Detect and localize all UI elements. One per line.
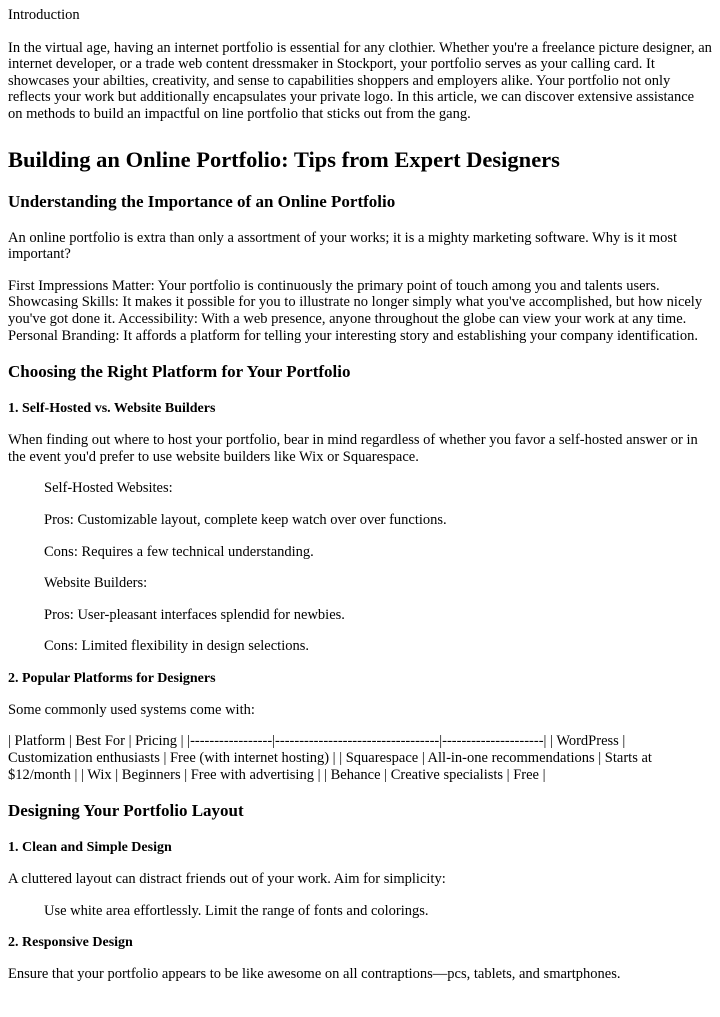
list-item: Pros: User-pleasant interfaces splendid for newbies. bbox=[44, 606, 345, 623]
subheading-responsive-design: 2. Responsive Design bbox=[8, 935, 133, 951]
section-layout bbox=[8, 801, 712, 983]
popular-platforms-paragraph: Some commonly used systems come with: bbox=[8, 701, 255, 718]
subheading-popular-platforms: 2. Popular Platforms for Designers bbox=[8, 670, 216, 686]
clean-design-paragraph: A cluttered layout can distract friends out of your work. Aim for simplicity: bbox=[8, 871, 446, 888]
platforms-table-text: | Platform | Best For | Pricing | |-----------------|----------------------------------|---------------------| | WordPress | Customization enthusiasts | Free (with internet hosting) | | Squarespace | All-in-one recommendations | Starts at $12/month | | Wix | Beginners | Free with advertising | | Behance | Creative specialists | Free | bbox=[8, 733, 652, 783]
list-item: Website Builders: bbox=[44, 575, 148, 592]
page-title: Building an Online Portfolio: Tips from Expert Designers bbox=[8, 146, 560, 172]
intro-paragraph: In the virtual age, having an internet portfolio is essential for any clothier. Whether you're a freelance picture designer, an internet developer, or a trade web content dressmaker in Stockport, your portfolio serves as your calling card. It showcases your abilties, creativity, and sense to capabilities shoppers and employers alike. Your portfolio not only reflects your work but additionally encapsulates your private logo. In this article, we can discover extensive assistance on methods to build an impactful on line portfolio that sticks out from the gang. bbox=[8, 39, 712, 122]
subheading-clean-design: 1. Clean and Simple Design bbox=[8, 840, 172, 856]
list-item: Self-Hosted Websites: bbox=[44, 480, 173, 497]
list-item: Cons: Requires a few technical understanding. bbox=[44, 543, 314, 560]
list-item: Pros: Customizable layout, complete keep watch over over functions. bbox=[44, 511, 447, 528]
section-heading-importance: Understanding the Importance of an Online Portfolio bbox=[8, 191, 396, 211]
section-platform bbox=[8, 362, 712, 783]
importance-points: First Impressions Matter: Your portfolio is continuously the primary point of touch among you and talents users. Showcasing Skills: It makes it possible for you to illustrate no longer simply what you've accomplished, but how nicely you've got done it. Accessibility: With a web presence, anyone throughout the globe can view your work at any time. Personal Branding: It affords a platform for telling your interesting story and establishing your company identification. bbox=[8, 277, 703, 344]
subheading-self-hosted: 1. Self-Hosted vs. Website Builders bbox=[8, 401, 216, 417]
section-importance bbox=[8, 192, 712, 345]
section-heading-layout: Designing Your Portfolio Layout bbox=[8, 801, 244, 821]
list-item: Cons: Limited flexibility in design selections. bbox=[44, 638, 310, 655]
intro-label: Introduction bbox=[8, 7, 80, 23]
self-hosted-paragraph: When finding out where to host your portfolio, bear in mind regardless of whether you favor a self-hosted answer or in the event you'd prefer to use website builders like Wix or Squarespace. bbox=[8, 432, 698, 465]
section-heading-platform: Choosing the Right Platform for Your Portfolio bbox=[8, 362, 351, 382]
clean-design-tip: Use white area effortlessly. Limit the range of fonts and colorings. bbox=[44, 902, 429, 919]
importance-paragraph: An online portfolio is extra than only a assortment of your works; it is a mighty marketing software. Why is it most important? bbox=[8, 229, 678, 263]
responsive-design-paragraph: Ensure that your portfolio appears to be like awesome on all contraptions—pcs, tablets, and smartphones. bbox=[8, 966, 621, 983]
